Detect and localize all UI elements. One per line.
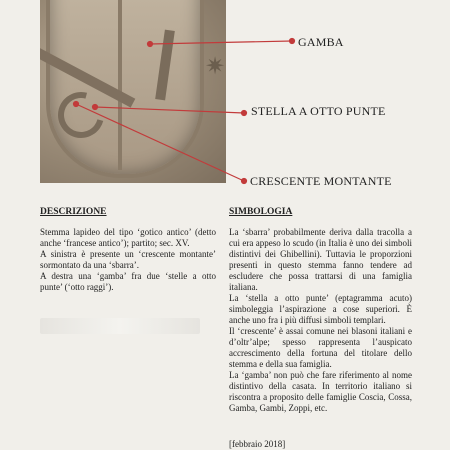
document-date: [febbraio 2018] [229,439,286,449]
simbologia-section [229,207,412,414]
simbologia-paragraph: La ‘stella a otto punte’ (eptagramma acuto) simboleggia l’aspirazione a cose superiori. È anche uno fra i più diffusi simboli templari. [229,293,412,325]
leader-stella [95,107,244,113]
descrizione-heading: DESCRIZIONE [40,207,107,217]
descrizione-paragraph: A sinistra è presente un ‘crescente montante’ sormontato da una ‘sbarra’. [40,249,216,270]
leader-gamba [150,41,292,44]
callout-stella: STELLA A OTTO PUNTE [251,104,386,118]
simbologia-paragraph: Il ‘crescente’ è assai comune nei blasoni italiani e d’oltr’alpe; spesso rappresenta l’auspicato accrescimento della fortuna del titolare dello stemma e della sua famiglia. [229,326,412,369]
simbologia-paragraph: La ‘gamba’ non può che fare riferimento al nome distintivo della casata. In territorio italiano si riscontra a proposito delle famiglie Coscia, Cossa, Gamba, Gambi, Zoppi, etc. [229,370,412,413]
star-icon: ✷ [205,54,226,80]
callout-crescente: CRESCENTE MONTANTE [250,174,392,188]
simbologia-heading: SIMBOLOGIA [229,207,293,217]
redacted-region [40,318,200,334]
descrizione-paragraph: Stemma lapideo del tipo ‘gotico antico’ (detto anche ‘francese antico’); partito; sec. XV. [40,227,216,248]
simbologia-paragraph: La ‘sbarra’ probabilmente deriva dalla tracolla a cui era appeso lo scudo (in Italia è uno dei simboli distintivi dei Ghibellini). Tuttavia le proporzioni presenti in questo stemma fanno tendere ad escludere che possa trattarsi di una famiglia italiana. [229,227,412,292]
descrizione-section [40,207,216,293]
descrizione-paragraph: A destra una ‘gamba’ fra due ‘stelle a otto punte’ (‘otto raggi’). [40,271,216,292]
callout-gamba: GAMBA [298,35,344,49]
leader-crescente [76,104,244,181]
